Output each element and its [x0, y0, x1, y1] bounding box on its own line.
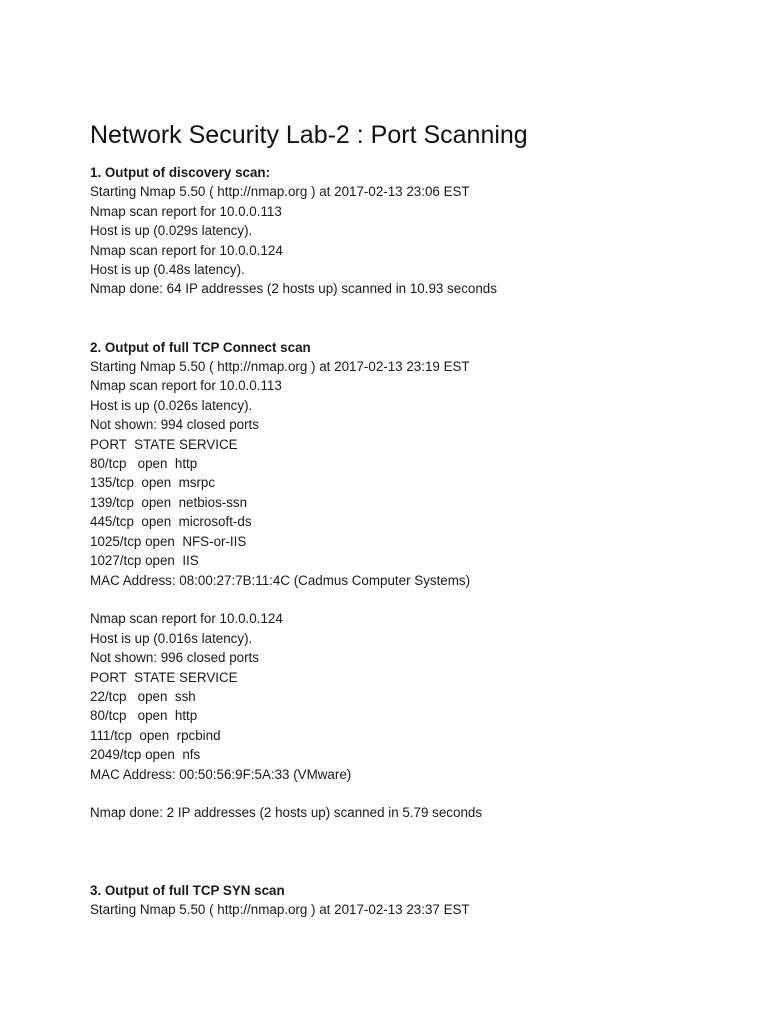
output-line: PORT STATE SERVICE — [90, 669, 238, 685]
output-line: Starting Nmap 5.50 ( http://nmap.org ) at 2017-02-13 23:06 EST — [90, 184, 470, 200]
output-line: 135/tcp open msrpc — [90, 475, 216, 491]
document-page — [90, 118, 728, 920]
output-line: 111/tcp open rpcbind — [90, 727, 221, 743]
output-line: Not shown: 994 closed ports — [90, 417, 259, 433]
output-line: Nmap scan report for 10.0.0.113 — [90, 378, 282, 394]
section-heading: 1. Output of discovery scan: — [90, 165, 271, 180]
output-line: Nmap scan report for 10.0.0.124 — [90, 242, 283, 258]
spacer — [90, 590, 728, 609]
document-title: Network Security Lab-2 : Port Scanning — [90, 121, 528, 149]
output-line: Nmap done: 2 IP addresses (2 hosts up) scanned in 5.79 seconds — [90, 805, 483, 821]
output-line: MAC Address: 08:00:27:7B:11:4C (Cadmus Computer Systems) — [90, 572, 471, 588]
output-line: 445/tcp open microsoft-ds — [90, 514, 252, 530]
output-line: Not shown: 996 closed ports — [90, 650, 259, 666]
output-line: PORT STATE SERVICE — [90, 436, 238, 452]
output-line: Nmap scan report for 10.0.0.124 — [90, 611, 283, 627]
output-line: 139/tcp open netbios-ssn — [90, 494, 248, 510]
section-heading: 3. Output of full TCP SYN scan — [90, 882, 285, 898]
output-line: Starting Nmap 5.50 ( http://nmap.org ) at 2017-02-13 23:19 EST — [90, 359, 470, 375]
output-line: Host is up (0.029s latency). — [90, 223, 253, 239]
output-line: 1025/tcp open NFS-or-IIS — [90, 533, 247, 549]
output-line: 22/tcp open ssh — [90, 688, 196, 704]
output-line: Host is up (0.016s latency). — [90, 630, 253, 646]
spacer — [90, 299, 728, 338]
section-tcp-syn-scan — [90, 881, 728, 920]
output-line: Nmap done: 64 IP addresses (2 hosts up) scanned in 10.93 seconds — [90, 281, 497, 297]
section-heading: 2. Output of full TCP Connect scan — [90, 339, 311, 355]
output-line: 80/tcp open http — [90, 456, 198, 472]
output-line: Nmap scan report for 10.0.0.113 — [90, 203, 282, 219]
spacer — [90, 784, 728, 803]
section-discovery-scan — [90, 163, 728, 299]
output-line: Host is up (0.48s latency). — [90, 262, 245, 278]
spacer — [90, 823, 728, 881]
output-line: MAC Address: 00:50:56:9F:5A:33 (VMware) — [90, 766, 352, 782]
output-line: Host is up (0.026s latency). — [90, 397, 253, 413]
output-line: 2049/tcp open nfs — [90, 747, 201, 763]
output-line: 80/tcp open http — [90, 708, 198, 724]
section-tcp-connect-scan — [90, 338, 728, 823]
output-line: 1027/tcp open IIS — [90, 553, 199, 569]
output-line: Starting Nmap 5.50 ( http://nmap.org ) at 2017-02-13 23:37 EST — [90, 902, 470, 918]
